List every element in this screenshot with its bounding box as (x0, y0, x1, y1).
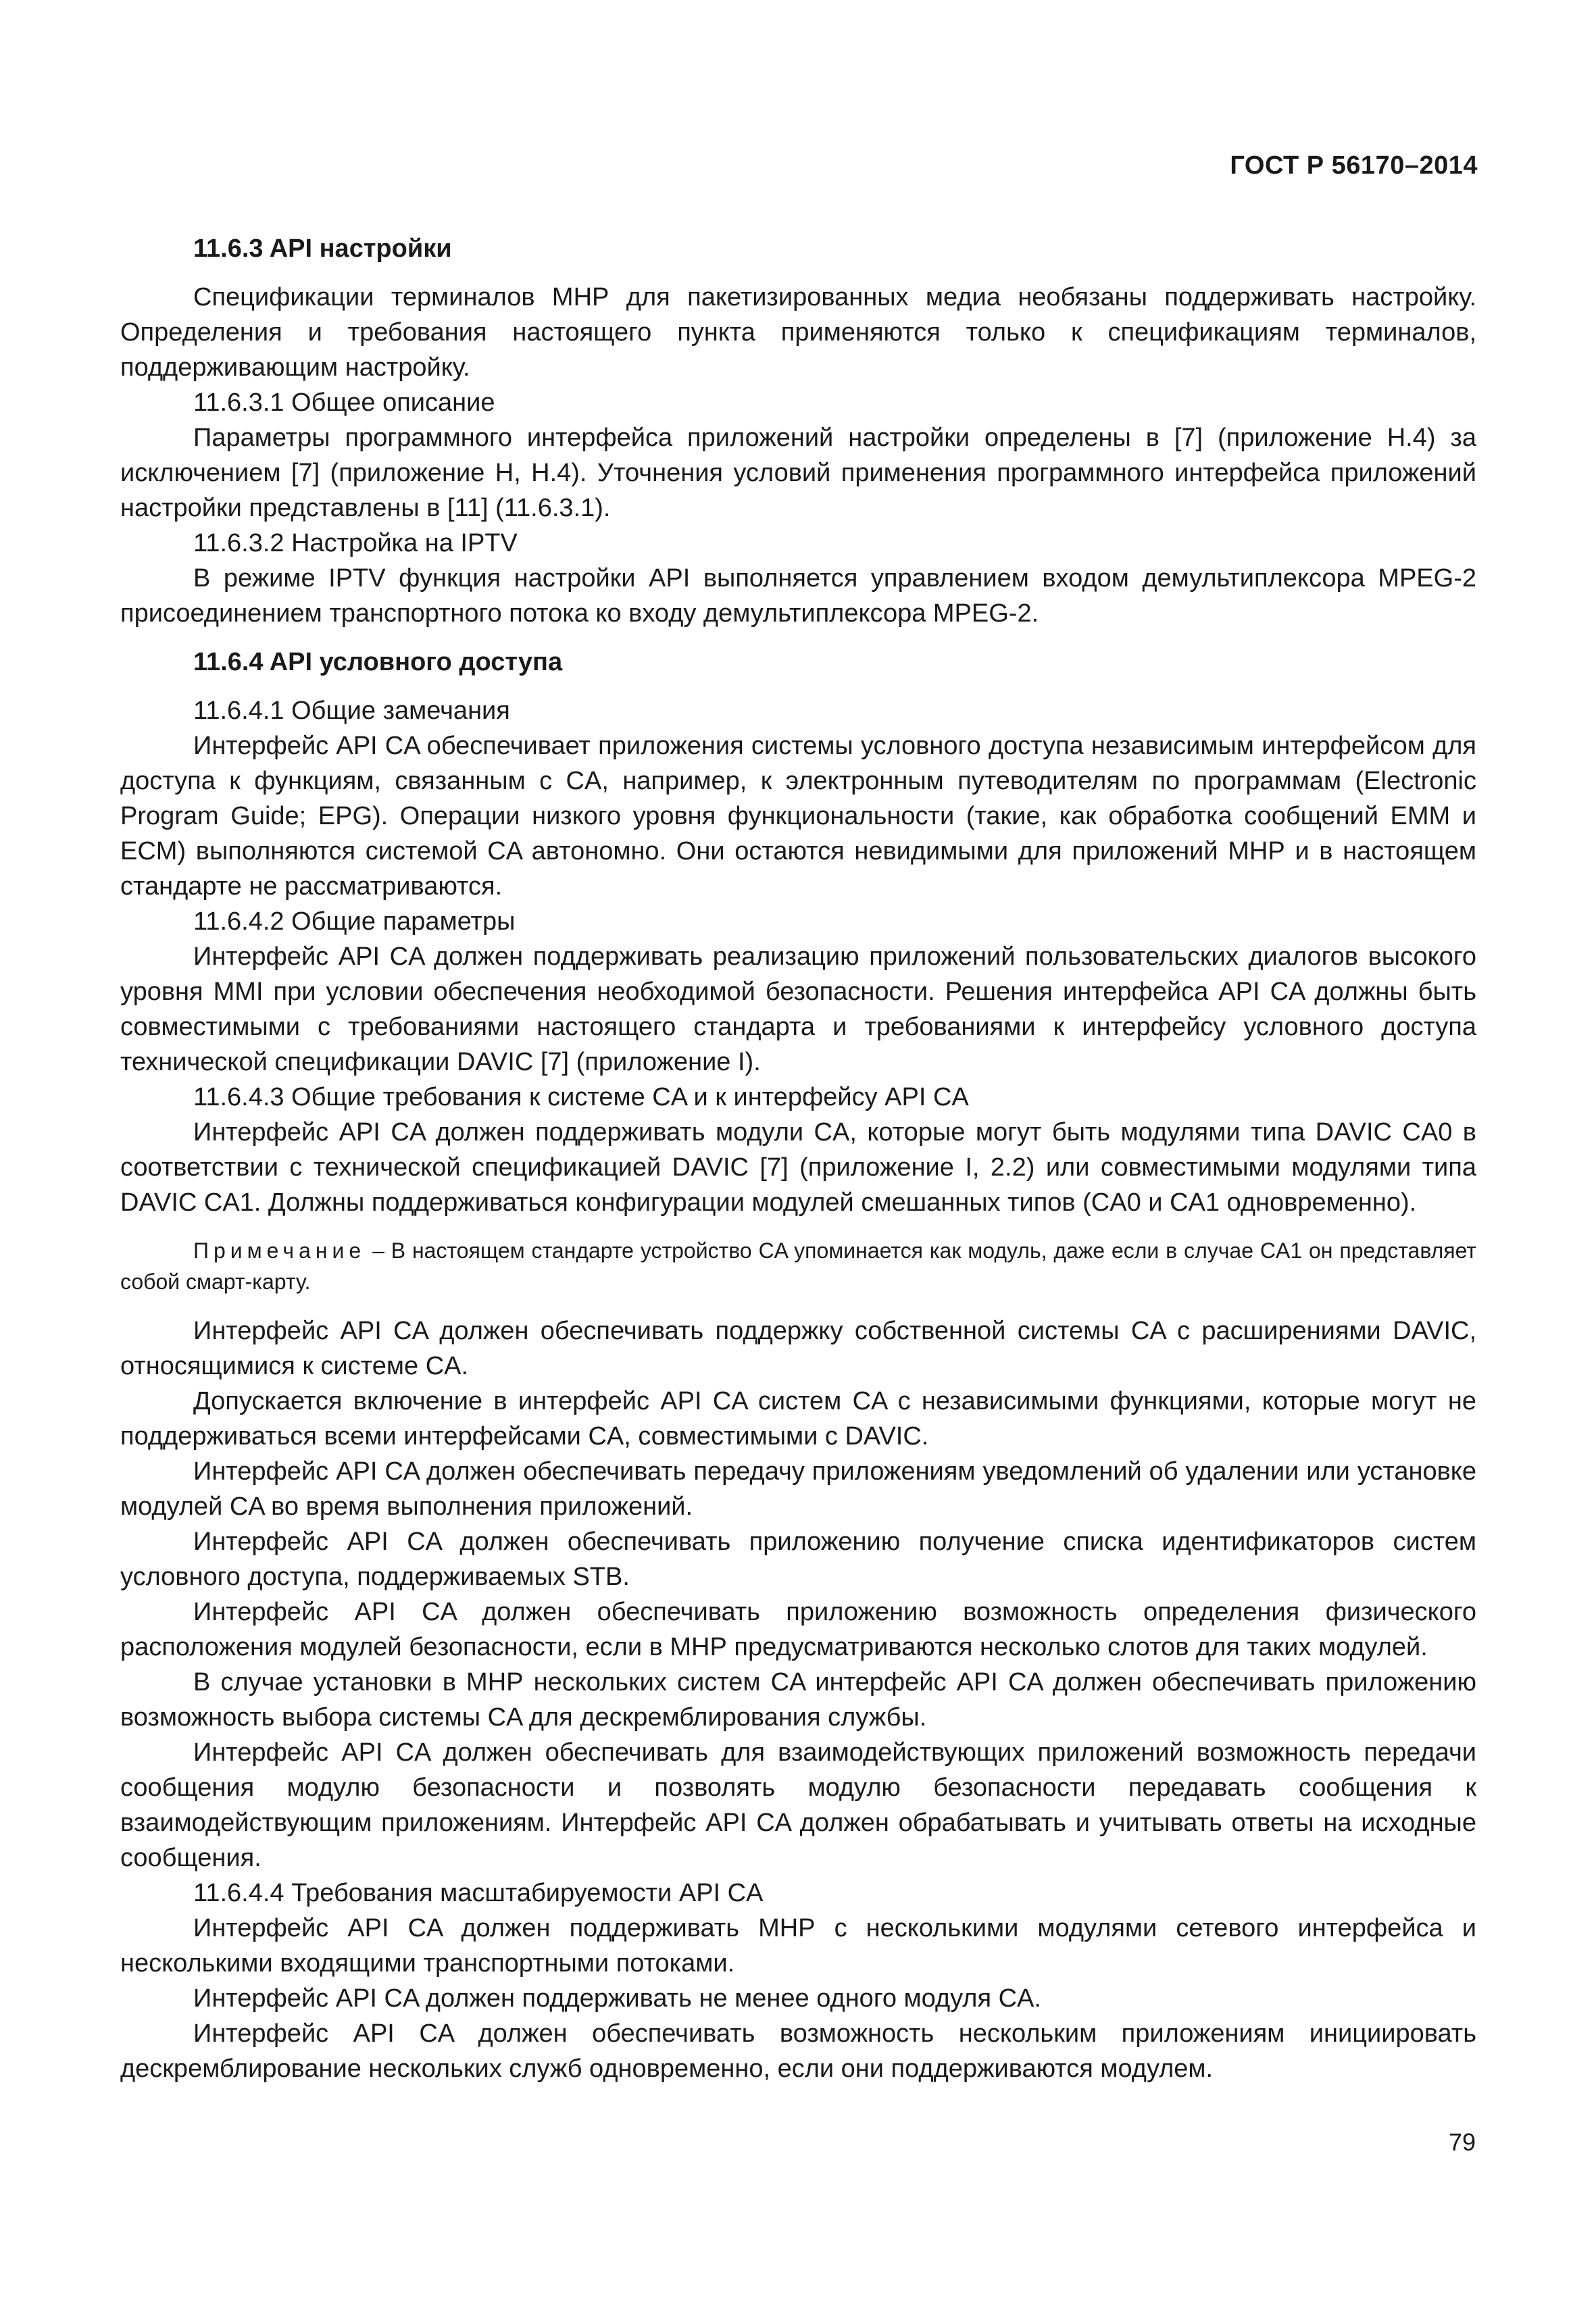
paragraph: В режиме IPTV функция настройки API выполняется управлением входом демультиплексора MPEG-2 присоединением транспортного потока ко входу демультиплексора MPEG-2. (120, 564, 1476, 628)
standard-header: ГОСТ Р 56170–2014 (1230, 151, 1478, 180)
paragraph: Допускается включение в интерфейс API CA систем CA с независимыми функциями, которые могут не поддерживаться всеми интерфейсами CA, совместимыми с DAVIC. (120, 1387, 1476, 1451)
subsection-title: 11.6.4.2 Общие параметры (193, 907, 516, 936)
section-heading-11-6-3: 11.6.3 API настройки (193, 234, 452, 263)
subsection-title: 11.6.3.1 Общее описание (193, 388, 495, 417)
note-text: – В настоящем стандарте устройство CA упоминается как модуль, даже если в случае CA1 он представляет собой смарт-карту. (120, 1238, 1476, 1294)
paragraph: Интерфейс API CA должен обеспечивать передачу приложениям уведомлений об удалении или установке модулей CA во время выполнения приложений. (120, 1457, 1476, 1521)
paragraph: Интерфейс API CA должен обеспечивать поддержку собственной системы CA с расширениями DAVIC, относящимися к системе CA. (120, 1317, 1476, 1380)
paragraph: Интерфейс API CA должен поддерживать МНР с несколькими модулями сетевого интерфейса и несколькими входящими транспортными потоками. (120, 1914, 1476, 1978)
paragraph: В случае установки в МНР нескольких систем CA интерфейс API CA должен обеспечивать приложению возможность выбора системы CA для дескремблирования службы. (120, 1668, 1476, 1732)
note (120, 1235, 1476, 1297)
subsection-title: 11.6.4.4 Требования масштабируемости API CA (193, 1879, 764, 1907)
paragraph: Интерфейс API CA должен обеспечивать для взаимодействующих приложений возможность передачи сообщения модулю безопасности и позволять модулю безопасности передавать сообщения к взаимодействующим приложениям. Интерфейс API CA должен обрабатывать и учитывать ответы на исходные сообщения. (120, 1738, 1476, 1872)
paragraph: Интерфейс API CA должен поддерживать модули CA, которые могут быть модулями типа DAVIC CA0 в соответствии с технической спецификацией DAVIC [7] (приложение I, 2.2) или совместимыми модулями типа DAVIC CA1. Должны поддерживаться конфигурации модулей смешанных типов (CA0 и CA1 одновременно). (120, 1118, 1476, 1217)
paragraph: Интерфейс API CA должен обеспечивать приложению получение списка идентификаторов систем условного доступа, поддерживаемых STB. (120, 1528, 1476, 1591)
note-label: Примечание (193, 1238, 366, 1263)
paragraph: Спецификации терминалов МНР для пакетизированных медиа необязаны поддерживать настройку. Определения и требования настоящего пункта применяются только к спецификациям терминалов, поддерживающим настройку. (120, 283, 1476, 382)
paragraph: Интерфейс API CA должен поддерживать реализацию приложений пользовательских диалогов высокого уровня MMI при условии обеспечения необходимой безопасности. Решения интерфейса API CA должны быть совместимыми с требованиями настоящего стандарта и требованиями к интерфейсу условного доступа технической спецификации DAVIC [7] (приложение I). (120, 942, 1476, 1076)
paragraph: Параметры программного интерфейса приложений настройки определены в [7] (приложение H.4) за исключением [7] (приложение H, H.4). Уточнения условий применения программного интерфейса приложений настройки представлены в [11] (11.6.3.1). (120, 424, 1476, 522)
subsection-title: 11.6.4.3 Общие требования к системе CA и к интерфейсу API CA (193, 1083, 969, 1111)
subsection-title: 11.6.3.2 Настройка на IPTV (193, 529, 518, 557)
paragraph: Интерфейс API CA должен поддерживать не менее одного модуля CA. (193, 1984, 1041, 2013)
paragraph: Интерфейс API CA должен обеспечивать приложению возможность определения физического расположения модулей безопасности, если в МНР предусматриваются несколько слотов для таких модулей. (120, 1598, 1476, 1661)
document-body (120, 231, 1476, 2086)
subsection-title: 11.6.4.1 Общие замечания (193, 697, 510, 725)
section-heading-11-6-4: 11.6.4 API условного доступа (193, 648, 563, 676)
paragraph: Интерфейс API CA должен обеспечивать возможность нескольким приложениям инициировать дескремблирование нескольких служб одновременно, если они поддерживаются модулем. (120, 2019, 1476, 2083)
page-number: 79 (1448, 2128, 1476, 2156)
paragraph: Интерфейс API CA обеспечивает приложения системы условного доступа независимым интерфейсом для доступа к функциям, связанным с CA, например, к электронным путеводителям по программам (Electronic Program Guide; EPG). Операции низкого уровня функциональности (такие, как обработка сообщений EMM и ECM) выполняются системой CA автономно. Они остаются невидимыми для приложений МНР и в настоящем стандарте не рассматриваются. (120, 732, 1476, 901)
